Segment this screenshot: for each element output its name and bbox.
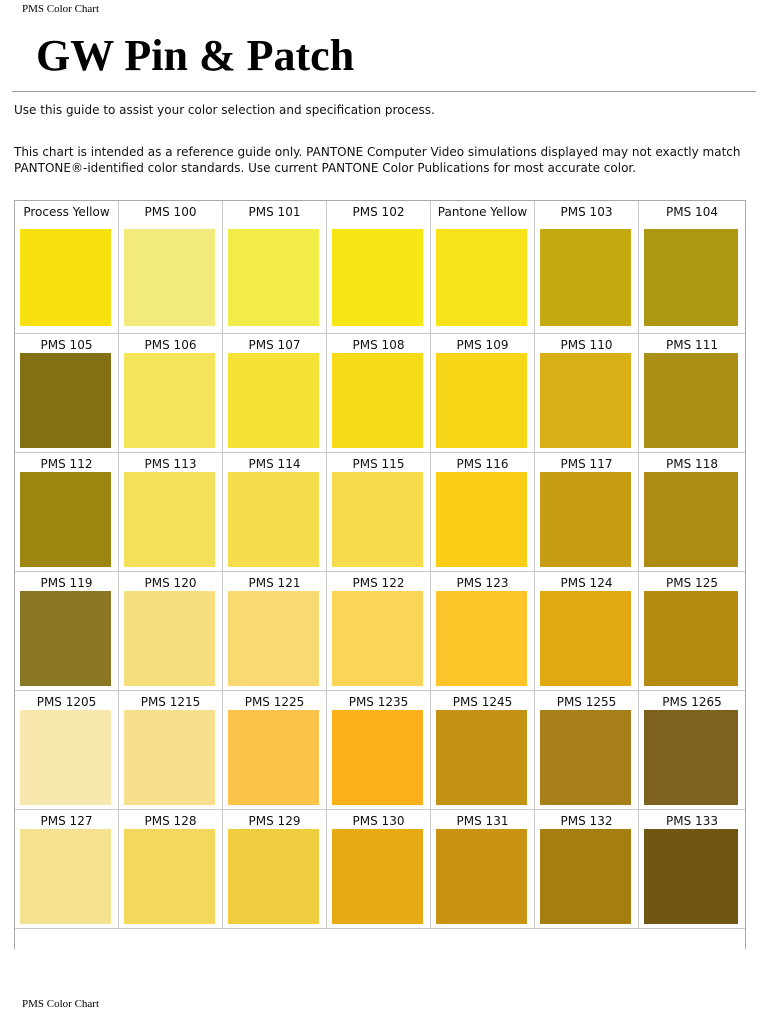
color-swatch (436, 472, 527, 567)
swatch-label: PMS 103 (560, 205, 613, 219)
color-swatch (228, 710, 319, 805)
swatch-row (15, 334, 745, 453)
swatch-cell (119, 201, 223, 334)
swatch-cell (223, 691, 327, 810)
swatch-cell (119, 572, 223, 691)
swatch-label: PMS 100 (144, 205, 197, 219)
color-swatch (124, 829, 215, 924)
color-swatch (540, 829, 631, 924)
swatch-label: PMS 128 (144, 814, 197, 828)
swatch-label: PMS 131 (456, 814, 509, 828)
color-swatch (228, 472, 319, 567)
swatch-label: PMS 113 (144, 457, 197, 471)
swatch-cell (119, 453, 223, 572)
swatch-cell (327, 572, 431, 691)
swatch-label: PMS 1215 (140, 695, 201, 709)
swatch-label: PMS 106 (144, 338, 197, 352)
swatch-label: PMS 117 (560, 457, 613, 471)
swatch-cell (431, 691, 535, 810)
swatch-cell (223, 334, 327, 453)
color-swatch (332, 353, 423, 448)
color-swatch (124, 472, 215, 567)
swatch-label: PMS 108 (352, 338, 405, 352)
swatch-label: Pantone Yellow (437, 205, 528, 219)
color-swatch (124, 353, 215, 448)
page-title: GW Pin & Patch (36, 31, 355, 80)
swatch-label: PMS 127 (40, 814, 93, 828)
swatch-label: PMS 132 (560, 814, 613, 828)
swatch-label: PMS 130 (352, 814, 405, 828)
color-swatch (228, 591, 319, 686)
disclaimer-text: This chart is intended as a reference guide only. PANTONE Computer Video simulations displayed may not exactly match PANTONE®-identified color standards. Use current PANTONE Color Publications for most accurate color. (14, 145, 741, 175)
swatch-label: PMS 121 (248, 576, 301, 590)
swatch-label: Process Yellow (23, 205, 110, 219)
swatch-label: PMS 1245 (452, 695, 513, 709)
swatch-row (15, 691, 745, 810)
swatch-cell (327, 453, 431, 572)
swatch-cell (431, 810, 535, 929)
swatch-row (15, 810, 745, 929)
color-swatch (124, 591, 215, 686)
swatch-cell (535, 201, 639, 334)
swatch-cell (223, 572, 327, 691)
color-swatch (540, 710, 631, 805)
swatch-cell (119, 810, 223, 929)
swatch-label: PMS 125 (666, 576, 718, 590)
swatch-label: PMS 119 (40, 576, 93, 590)
color-swatch (644, 591, 738, 686)
swatch-cell (535, 572, 639, 691)
swatch-cell (119, 691, 223, 810)
swatch-label: PMS 120 (144, 576, 197, 590)
swatch-cell (431, 572, 535, 691)
swatch-cell (639, 201, 745, 334)
color-swatch (20, 591, 111, 686)
color-swatch (20, 829, 111, 924)
color-swatch (644, 229, 738, 326)
swatch-label: PMS 114 (248, 457, 301, 471)
swatch-cell (327, 201, 431, 334)
color-swatch (644, 829, 738, 924)
swatch-cell (431, 453, 535, 572)
swatch-cell (639, 691, 745, 810)
color-swatch (20, 353, 111, 448)
color-swatch (20, 710, 111, 805)
color-swatch (540, 229, 631, 326)
swatch-cell (15, 572, 119, 691)
swatch-cell (639, 810, 745, 929)
color-swatch-grid (14, 200, 746, 949)
color-swatch (124, 710, 215, 805)
swatch-label: PMS 1265 (662, 695, 722, 709)
swatch-label: PMS 109 (456, 338, 509, 352)
swatch-cell (15, 691, 119, 810)
color-swatch (20, 472, 111, 567)
swatch-label: PMS 1225 (244, 695, 305, 709)
swatch-cell (15, 453, 119, 572)
color-swatch (436, 353, 527, 448)
swatch-label: PMS 116 (456, 457, 509, 471)
swatch-label: PMS 1235 (348, 695, 409, 709)
swatch-label: PMS 1205 (36, 695, 97, 709)
swatch-label: PMS 110 (560, 338, 613, 352)
color-swatch (436, 829, 527, 924)
color-swatch (540, 472, 631, 567)
swatch-cell (535, 334, 639, 453)
swatch-label: PMS 101 (248, 205, 301, 219)
color-swatch (20, 229, 111, 326)
swatch-row (15, 572, 745, 691)
swatch-cell (431, 201, 535, 334)
color-swatch (332, 472, 423, 567)
color-swatch (228, 353, 319, 448)
swatch-label: PMS 133 (666, 814, 718, 828)
swatch-cell (639, 334, 745, 453)
swatch-label: PMS 124 (560, 576, 613, 590)
swatch-cell (639, 572, 745, 691)
color-swatch (644, 710, 738, 805)
color-swatch (540, 591, 631, 686)
color-swatch (332, 591, 423, 686)
swatch-label: PMS 105 (40, 338, 93, 352)
swatch-cell (431, 334, 535, 453)
color-swatch (228, 229, 319, 326)
page-footer-caption: PMS Color Chart (22, 998, 100, 1010)
swatch-label: PMS 118 (666, 457, 718, 471)
color-swatch (436, 229, 527, 326)
intro-text: Use this guide to assist your color selection and specification process. (14, 103, 435, 117)
swatch-cell (15, 810, 119, 929)
swatch-cell (535, 691, 639, 810)
swatch-cell (327, 691, 431, 810)
swatch-cell (119, 334, 223, 453)
swatch-cell (535, 810, 639, 929)
color-swatch (332, 829, 423, 924)
swatch-label: PMS 112 (40, 457, 93, 471)
color-swatch (332, 229, 423, 326)
swatch-label: PMS 129 (248, 814, 301, 828)
swatch-cell (327, 334, 431, 453)
swatch-label: PMS 1255 (556, 695, 617, 709)
color-swatch (644, 353, 738, 448)
swatch-label: PMS 115 (352, 457, 405, 471)
color-swatch (644, 472, 738, 567)
swatch-label: PMS 122 (352, 576, 405, 590)
swatch-cell (223, 810, 327, 929)
color-swatch (124, 229, 215, 326)
swatch-label: PMS 123 (456, 576, 509, 590)
swatch-row (15, 201, 745, 334)
swatch-cell (327, 810, 431, 929)
color-swatch (540, 353, 631, 448)
swatch-cell (639, 453, 745, 572)
swatch-label: PMS 111 (666, 338, 718, 352)
color-swatch (332, 710, 423, 805)
title-divider (12, 91, 756, 92)
swatch-cell (535, 453, 639, 572)
swatch-cell (223, 201, 327, 334)
swatch-label: PMS 104 (666, 205, 718, 219)
swatch-cell (223, 453, 327, 572)
color-swatch (436, 710, 527, 805)
color-swatch (436, 591, 527, 686)
swatch-row (15, 453, 745, 572)
page-header-caption: PMS Color Chart (22, 3, 100, 15)
swatch-cell (15, 201, 119, 334)
swatch-cell (15, 334, 119, 453)
swatch-label: PMS 107 (248, 338, 301, 352)
color-swatch (228, 829, 319, 924)
swatch-label: PMS 102 (352, 205, 405, 219)
